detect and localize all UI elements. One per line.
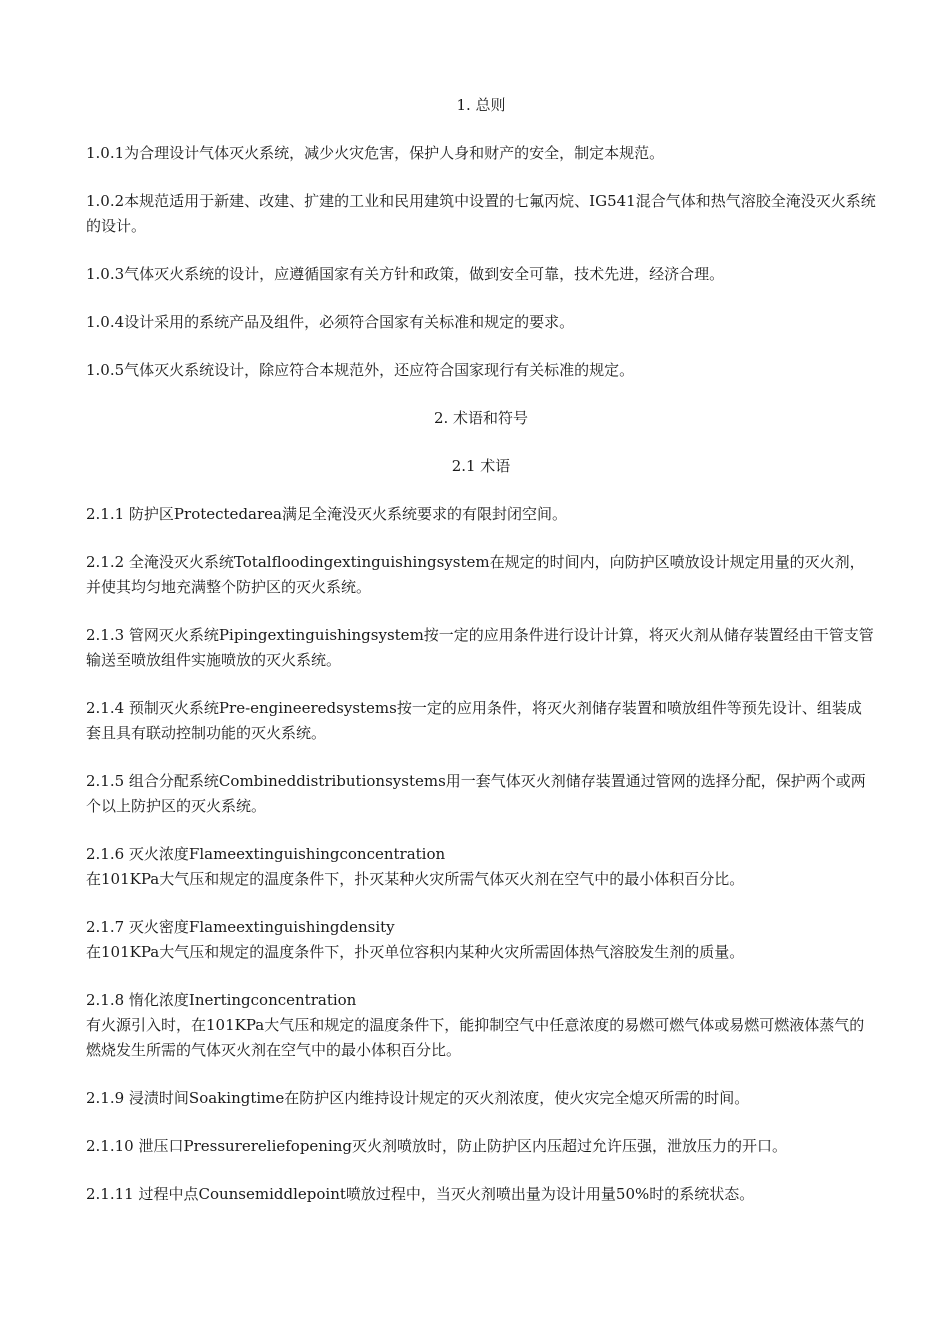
term-2-1-8-body: 有火源引入时，在101KPa大气压和规定的温度条件下，能抑制空气中任意浓度的易燃可燃气体或易燃可燃液体蒸气的燃烧发生所需的气体灭火剂在空气中的最小体积百分比。 — [86, 1016, 865, 1059]
section-2-1-title: 2.1 术语 — [451, 457, 511, 475]
document-page — [86, 93, 876, 1207]
term-2-1-4: 2.1.4 预制灭火系统Pre-engineeredsystems按一定的应用条件，将灭火剂储存装置和喷放组件等预先设计、组装成套且具有联动控制功能的灭火系统。 — [86, 699, 862, 742]
term-2-1-7-heading: 2.1.7 灭火密度Flameextinguishingdensity — [86, 918, 395, 936]
term-2-1-3: 2.1.3 管网灭火系统Pipingextinguishingsystem按一定的应用条件进行设计计算，将灭火剂从储存装置经由干管支管输送至喷放组件实施喷放的灭火系统。 — [86, 626, 874, 669]
term-2-1-5: 2.1.5 组合分配系统Combineddistributionsystems用一套气体灭火剂储存装置通过管网的选择分配，保护两个或两个以上防护区的灭火系统。 — [86, 772, 866, 815]
clause-1-0-4: 1.0.4设计采用的系统产品及组件，必须符合国家有关标准和规定的要求。 — [86, 313, 575, 331]
term-2-1-11: 2.1.11 过程中点Counsemiddlepoint喷放过程中，当灭火剂喷出量为设计用量50%时的系统状态。 — [86, 1185, 755, 1203]
term-2-1-6-heading: 2.1.6 灭火浓度Flameextinguishingconcentration — [86, 845, 446, 863]
clause-1-0-2: 1.0.2本规范适用于新建、改建、扩建的工业和民用建筑中设置的七氟丙烷、IG541混合气体和热气溶胶全淹没灭火系统的设计。 — [86, 192, 876, 235]
clause-1-0-3: 1.0.3气体灭火系统的设计，应遵循国家有关方针和政策，做到安全可靠，技术先进，经济合理。 — [86, 265, 725, 283]
term-2-1-7-body: 在101KPa大气压和规定的温度条件下，扑灭单位容积内某种火灾所需固体热气溶胶发生剂的质量。 — [86, 943, 745, 961]
term-2-1-6-body: 在101KPa大气压和规定的温度条件下，扑灭某种火灾所需气体灭火剂在空气中的最小体积百分比。 — [86, 870, 745, 888]
clause-1-0-1: 1.0.1为合理设计气体灭火系统，减少火灾危害，保护人身和财产的安全，制定本规范。 — [86, 144, 665, 162]
term-2-1-1: 2.1.1 防护区Protectedarea满足全淹没灭火系统要求的有限封闭空间。 — [86, 505, 567, 523]
section-1-title: 1. 总则 — [456, 96, 506, 114]
term-2-1-2: 2.1.2 全淹没灭火系统Totalfloodingextinguishingsystem在规定的时间内，向防护区喷放设计规定用量的灭火剂，并使其均匀地充满整个防护区的灭火系统。 — [86, 553, 865, 596]
term-2-1-10: 2.1.10 泄压口Pressurereliefopening灭火剂喷放时，防止防护区内压超过允许压强，泄放压力的开口。 — [86, 1137, 788, 1155]
term-2-1-9: 2.1.9 浸渍时间Soakingtime在防护区内维持设计规定的灭火剂浓度，使火灾完全熄灭所需的时间。 — [86, 1089, 750, 1107]
term-2-1-8-heading: 2.1.8 惰化浓度Inertingconcentration — [86, 991, 357, 1009]
section-2-title: 2. 术语和符号 — [433, 409, 529, 427]
clause-1-0-5: 1.0.5气体灭火系统设计，除应符合本规范外，还应符合国家现行有关标准的规定。 — [86, 361, 635, 379]
